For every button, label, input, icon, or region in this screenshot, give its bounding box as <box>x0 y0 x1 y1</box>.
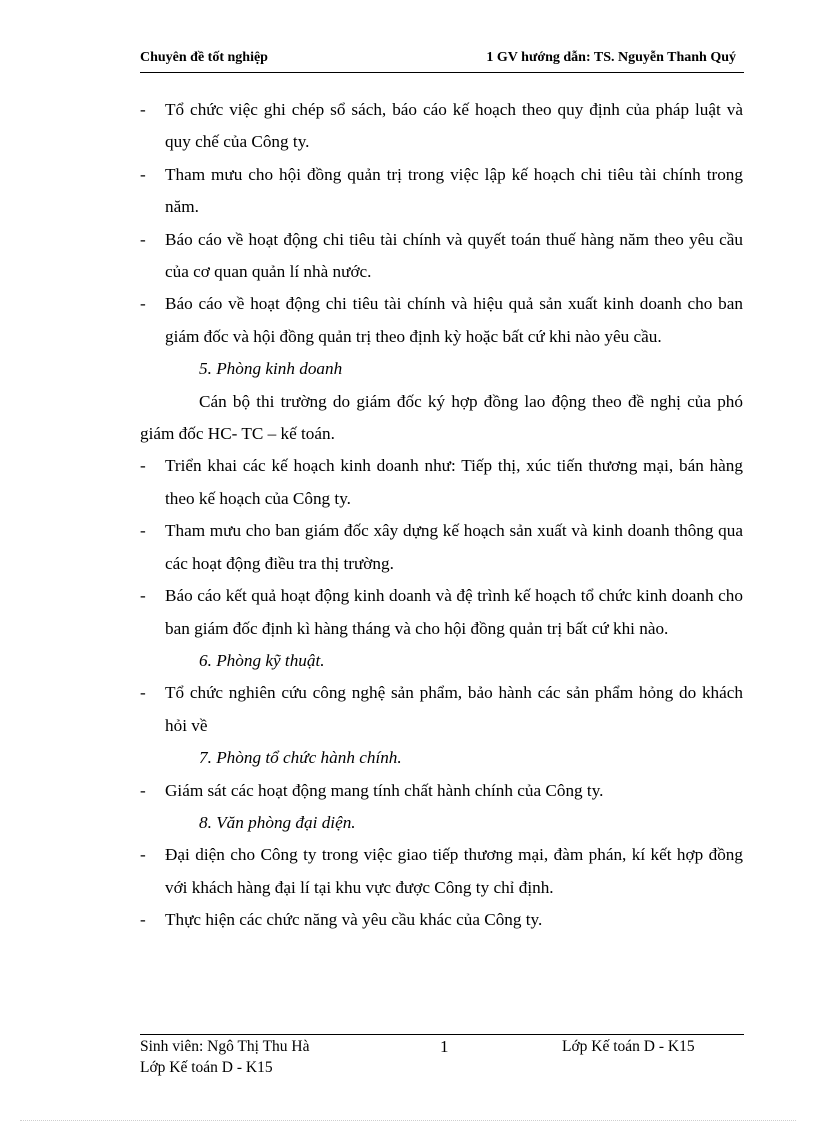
bullet-dash: - <box>140 780 146 800</box>
list-item <box>140 904 743 936</box>
section-heading-office: 8. Văn phòng đại diện. <box>199 812 356 832</box>
bullet-dash: - <box>140 586 146 606</box>
section-paragraph: Cán bộ thi trường do giám đốc ký hợp đồng lao động theo đề nghị của phó giám đốc HC- TC – kế toán. <box>140 391 743 444</box>
list-item-text: Báo cáo kết quả hoạt động kinh doanh và đệ trình kế hoạch tổ chức kinh doanh cho ban giám đốc định kì hàng tháng và cho hội đồng quản trị bất cứ khi nào. <box>165 586 743 638</box>
footer-class-right: Lớp Kế toán D - K15 <box>562 1038 695 1055</box>
header-advisor: 1 GV hướng dẫn: TS. Nguyễn Thanh Quý <box>486 50 736 65</box>
list-item-text: Đại diện cho Công ty trong việc giao tiếp thương mại, đàm phán, kí kết hợp đồng với khách hàng đại lí tại khu vực được Công ty chỉ định. <box>165 845 743 897</box>
list-item-text: Báo cáo về hoạt động chi tiêu tài chính và hiệu quả sản xuất kinh doanh cho ban giám đốc và hội đồng quản trị theo định kỳ hoặc bất cứ khi nào yêu cầu. <box>165 294 743 346</box>
bullet-dash: - <box>140 164 146 184</box>
list-item-text: Tổ chức nghiên cứu công nghệ sản phẩm, bảo hành các sản phẩm hỏng do khách hỏi về <box>165 683 743 735</box>
list-item-text: Tổ chức việc ghi chép sổ sách, báo cáo kế hoạch theo quy định của pháp luật và quy chế của Công ty. <box>165 100 743 152</box>
bullet-dash: - <box>140 910 146 930</box>
list-item-text: Giám sát các hoạt động mang tính chất hành chính của Công ty. <box>165 780 604 800</box>
list-item-text: Thực hiện các chức năng và yêu cầu khác của Công ty. <box>165 910 543 930</box>
bullet-dash: - <box>140 845 146 865</box>
bullet-dash: - <box>140 294 146 314</box>
bullet-dash: - <box>140 229 146 249</box>
section-heading-admin: 7. Phòng tổ chức hành chính. <box>199 748 402 768</box>
page-number: 1 <box>440 1037 449 1056</box>
bullet-dash: - <box>140 456 146 476</box>
bullet-dash: - <box>140 100 146 119</box>
page-bottom-divider <box>20 1120 796 1121</box>
list-item <box>140 580 743 645</box>
list-item <box>140 775 743 807</box>
footer-divider <box>140 1034 744 1035</box>
page-header <box>140 50 744 73</box>
footer-class-left: Lớp Kế toán D - K15 <box>140 1059 273 1076</box>
list-item-text: Tham mưu cho ban giám đốc xây dựng kế hoạch sản xuất và kinh doanh thông qua các hoạt động điều tra thị trường. <box>165 521 743 573</box>
document-body <box>140 94 743 937</box>
list-item <box>140 159 743 224</box>
list-item <box>140 839 743 904</box>
list-item <box>140 450 743 515</box>
section-heading-sales: 5. Phòng kinh doanh <box>199 359 343 379</box>
list-item-text: Triển khai các kế hoạch kinh doanh như: Tiếp thị, xúc tiến thương mại, bán hàng theo kế hoạch của Công ty. <box>165 456 743 508</box>
bullet-dash: - <box>140 683 146 703</box>
list-item <box>140 94 743 159</box>
footer-student: Sinh viên: Ngô Thị Thu Hà <box>140 1038 310 1055</box>
list-item <box>140 288 743 353</box>
list-item-text: Tham mưu cho hội đồng quản trị trong việc lập kế hoạch chi tiêu tài chính trong năm. <box>165 164 743 217</box>
list-item-text: Báo cáo về hoạt động chi tiêu tài chính và quyết toán thuế hàng năm theo yêu cầu của cơ quan quản lí nhà nước. <box>165 229 743 282</box>
bullet-dash: - <box>140 521 146 541</box>
list-item <box>140 224 743 289</box>
header-title: Chuyên đề tốt nghiệp <box>140 50 268 65</box>
section-heading-technical: 6. Phòng kỹ thuật. <box>199 650 325 670</box>
list-item <box>140 677 743 742</box>
list-item <box>140 515 743 580</box>
